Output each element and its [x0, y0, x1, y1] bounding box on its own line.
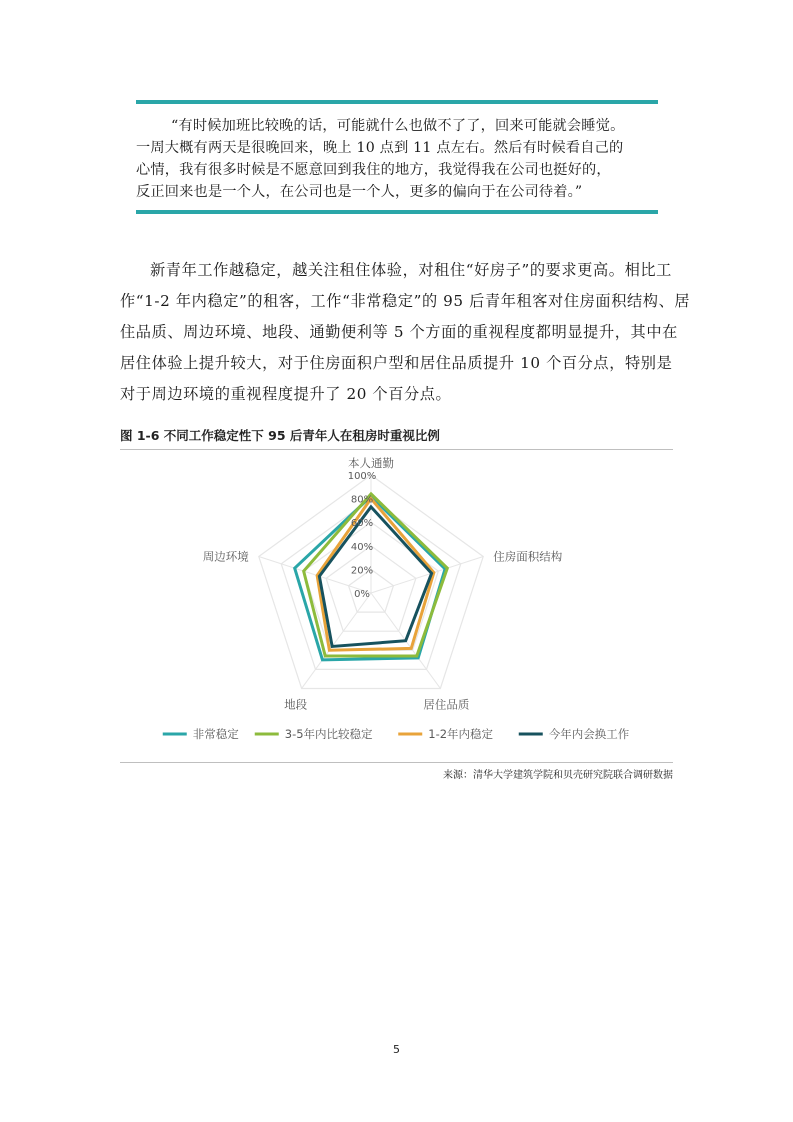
tick-label: 80%: [350, 494, 374, 506]
figure-top-rule: [120, 449, 673, 450]
tick-label: 40%: [350, 541, 374, 553]
paragraph-line: 居住体验上提升较大，对于住房面积户型和居住品质提升 10 个百分点，特别是: [120, 354, 673, 372]
radar-chart: [120, 455, 673, 755]
chart-legend: [163, 727, 630, 741]
axis-label: 居住品质: [423, 697, 470, 712]
paragraph-line: 作“1-2 年内稳定”的租客，工作“非常稳定”的 95 后青年租客对住房面积结构、居: [120, 292, 691, 310]
paragraph-line: 对于周边环境的重视程度提升了 20 个百分点。: [120, 385, 452, 403]
quote-bottom-rule: [136, 210, 658, 214]
tick-label: 0%: [354, 589, 370, 600]
axis-label: 住房面积结构: [493, 549, 563, 564]
tick-label: 60%: [350, 518, 374, 530]
legend-label: 3-5年内比较稳定: [284, 727, 373, 741]
legend-label: 1-2年内稳定: [428, 727, 494, 741]
page-number: 5: [393, 1043, 400, 1056]
legend-label: 今年内会换工作: [548, 727, 630, 741]
axis-label: 地段: [284, 697, 308, 712]
quote-line: 心情，我有很多时候是不愿意回到我住的地方，我觉得我在公司也挺好的，: [136, 162, 611, 178]
paragraph-line: 住品质、周边环境、地段、通勤便利等 5 个方面的重视程度都明显提升，其中在: [120, 323, 678, 341]
interview-quote-box: [136, 100, 658, 216]
tick-label: 20%: [350, 565, 374, 577]
quote-top-rule: [136, 100, 658, 104]
radar-label-layer: [203, 456, 563, 711]
quote-line: “有时候加班比较晚的话，可能就什么也做不了了，回来可能就会睡觉。: [171, 118, 625, 134]
figure-source: 来源：清华大学建筑学院和贝壳研究院联合调研数据: [443, 770, 673, 781]
legend-label: 非常稳定: [192, 727, 239, 741]
axis-label: 周边环境: [202, 549, 249, 564]
axis-label: 本人通勤: [348, 456, 394, 470]
series-line: [317, 499, 434, 651]
tick-label: 100%: [347, 471, 377, 482]
quote-line: 反正回来也是一个人，在公司也是一个人，更多的偏向于在公司待着。”: [136, 184, 583, 200]
paragraph-line: 新青年工作越稳定，越关注租住体验，对租住“好房子”的要求更高。相比工: [150, 261, 672, 279]
figure-title: 图 1-6 不同工作稳定性下 95 后青年人在租房时重视比例: [120, 428, 440, 443]
quote-line: 一周大概有两天是很晚回来，晚上 10 点到 11 点左右。然后有时候看自己的: [136, 140, 624, 156]
figure-bottom-rule: [120, 762, 673, 763]
